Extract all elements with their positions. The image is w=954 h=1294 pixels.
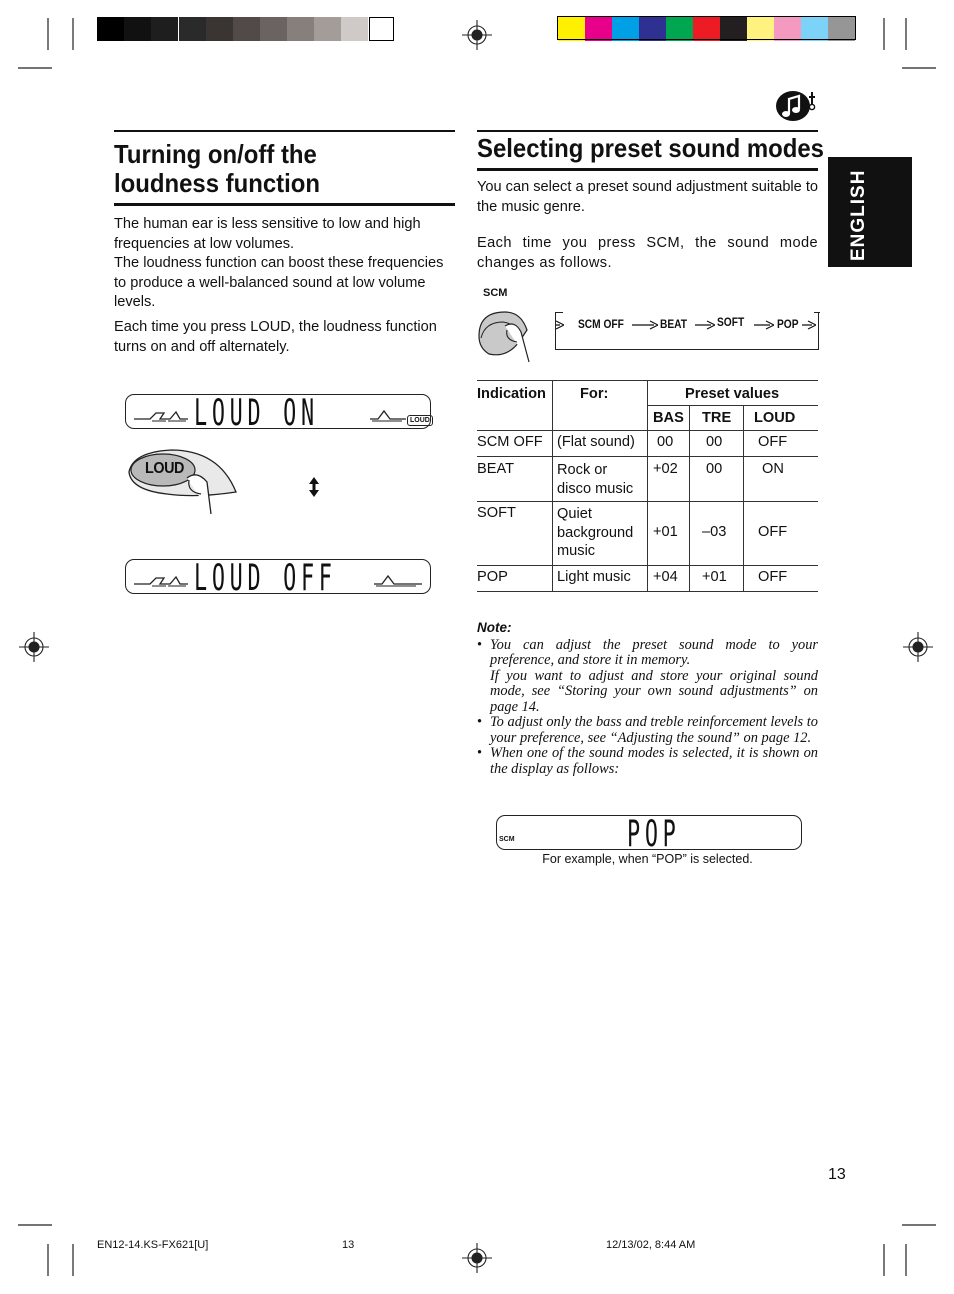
row-beat-bas: +02 — [653, 461, 678, 477]
page-number: 13 — [828, 1166, 846, 1183]
speaker-wave-left-icon — [132, 409, 188, 423]
footer-file: EN12-14.KS-FX621[U] — [97, 1239, 209, 1251]
note-title: Note: — [477, 620, 512, 635]
arrow-right-icon — [556, 320, 564, 330]
scm-mode-label: POP — [777, 317, 799, 331]
row-beat-indication: BEAT — [477, 461, 515, 477]
header-tre: TRE — [702, 410, 732, 426]
pop-caption: For example, when “POP” is selected. — [542, 852, 753, 866]
preset-description — [477, 178, 818, 273]
lcd-text-pop: POP — [627, 812, 681, 855]
arrow-right-icon — [632, 320, 658, 330]
footer-page: 13 — [342, 1239, 355, 1251]
loudness-description — [114, 215, 446, 357]
scm-indicator: SCM — [499, 836, 515, 843]
header-bas: BAS — [653, 410, 684, 426]
right-title-rule-top — [477, 130, 818, 132]
left-title-rule-top — [114, 130, 455, 132]
note-item: • You can adjust the preset sound mode to your preference, and store it in memory. If you want to adjust and store your original sound mode, see “Storing your own sound adjustments” on page 14. — [477, 638, 818, 716]
music-note-icon — [772, 84, 820, 124]
row-pop-tre: +01 — [702, 569, 727, 585]
loudness-para-2: The loudness function can boost these frequencies to produce a well-balanced sound at low volume levels. — [114, 255, 444, 311]
row-beat-for: Rock or disco music — [557, 462, 634, 497]
row-scm-off-bas: 00 — [657, 434, 674, 450]
right-section-title-box — [477, 134, 822, 163]
button-with-finger-icon — [127, 448, 237, 518]
header-loud: LOUD — [754, 410, 796, 426]
lcd-text-loud-on: LOUD ON — [194, 391, 319, 434]
row-scm-off-for: (Flat sound) — [557, 434, 635, 450]
row-scm-off-loud: OFF — [758, 434, 788, 450]
arrow-right-icon — [695, 320, 715, 330]
speaker-wave-right-icon — [372, 572, 424, 588]
row-beat-loud: ON — [762, 461, 784, 477]
language-tab-label: ENGLISH — [848, 169, 869, 261]
scm-mode-label: BEAT — [660, 317, 688, 331]
arrow-right-icon — [802, 320, 816, 330]
lcd-display-loud-on — [125, 391, 431, 434]
preset-section-title: Selecting preset sound modes — [477, 133, 824, 163]
lcd-display-pop — [496, 812, 802, 855]
footer-date: 12/13/02, 8:44 AM — [606, 1239, 696, 1251]
header-for: For: — [580, 386, 609, 402]
preset-para-1: You can select a preset sound adjustment suitable to the music genre. — [477, 179, 819, 215]
row-pop-indication: POP — [477, 569, 508, 585]
left-title-rule-bottom — [114, 203, 455, 206]
lcd-display-loud-off — [125, 556, 431, 599]
speaker-wave-left-icon — [132, 574, 188, 588]
row-scm-off-tre: 00 — [706, 434, 723, 450]
toggle-arrows-icon — [307, 476, 321, 498]
row-soft-bas: +01 — [653, 524, 678, 540]
arrow-right-icon — [754, 320, 774, 330]
loud-button-illustration[interactable] — [127, 448, 237, 518]
preset-para-2: Each time you press SCM, the sound mode changes as follows. — [477, 235, 818, 271]
language-tab — [828, 157, 912, 267]
left-section-title-box — [114, 140, 434, 198]
loudness-para-3: Each time you press LOUD, the loudness function turns on and off alternately. — [114, 318, 437, 355]
loud-indicator: LOUD — [407, 415, 433, 426]
note-item: • To adjust only the bass and treble reinforcement levels to your preference, see “Adjusting the sound” on page 12. — [477, 715, 818, 746]
header-preset-values: Preset values — [685, 386, 780, 402]
header-indication: Indication — [477, 386, 546, 402]
lcd-text-loud-off: LOUD OFF — [194, 556, 337, 599]
row-soft-for: Quiet background music — [557, 506, 634, 559]
right-title-rule-bottom — [477, 168, 818, 171]
preset-table-wrap — [477, 380, 818, 592]
row-pop-bas: +04 — [653, 569, 678, 585]
scm-mode-label: SCM OFF — [578, 317, 624, 331]
row-pop-for: Light music — [557, 569, 631, 585]
scm-sequence — [566, 314, 816, 334]
row-soft-indication: SOFT — [477, 505, 516, 521]
row-soft-tre: –03 — [702, 524, 727, 540]
scm-button-with-finger-icon[interactable] — [477, 308, 533, 364]
row-pop-loud: OFF — [758, 569, 788, 585]
loudness-section-title: Turning on/off the loudness function — [114, 139, 320, 198]
note-block — [477, 620, 818, 777]
loud-button-label: LOUD — [145, 460, 184, 477]
speaker-wave-right-icon — [368, 407, 408, 423]
scm-label: SCM — [483, 287, 508, 299]
scm-sequence-box — [555, 312, 819, 350]
scm-mode-label: SOFT — [717, 315, 745, 329]
row-beat-tre: 00 — [706, 461, 723, 477]
row-soft-loud: OFF — [758, 524, 788, 540]
note-item: • When one of the sound modes is selected, it is shown on the display as follows: — [477, 746, 818, 777]
loudness-para-1: The human ear is less sensitive to low and high frequencies at low volumes. — [114, 216, 421, 252]
row-scm-off-indication: SCM OFF — [477, 434, 543, 450]
